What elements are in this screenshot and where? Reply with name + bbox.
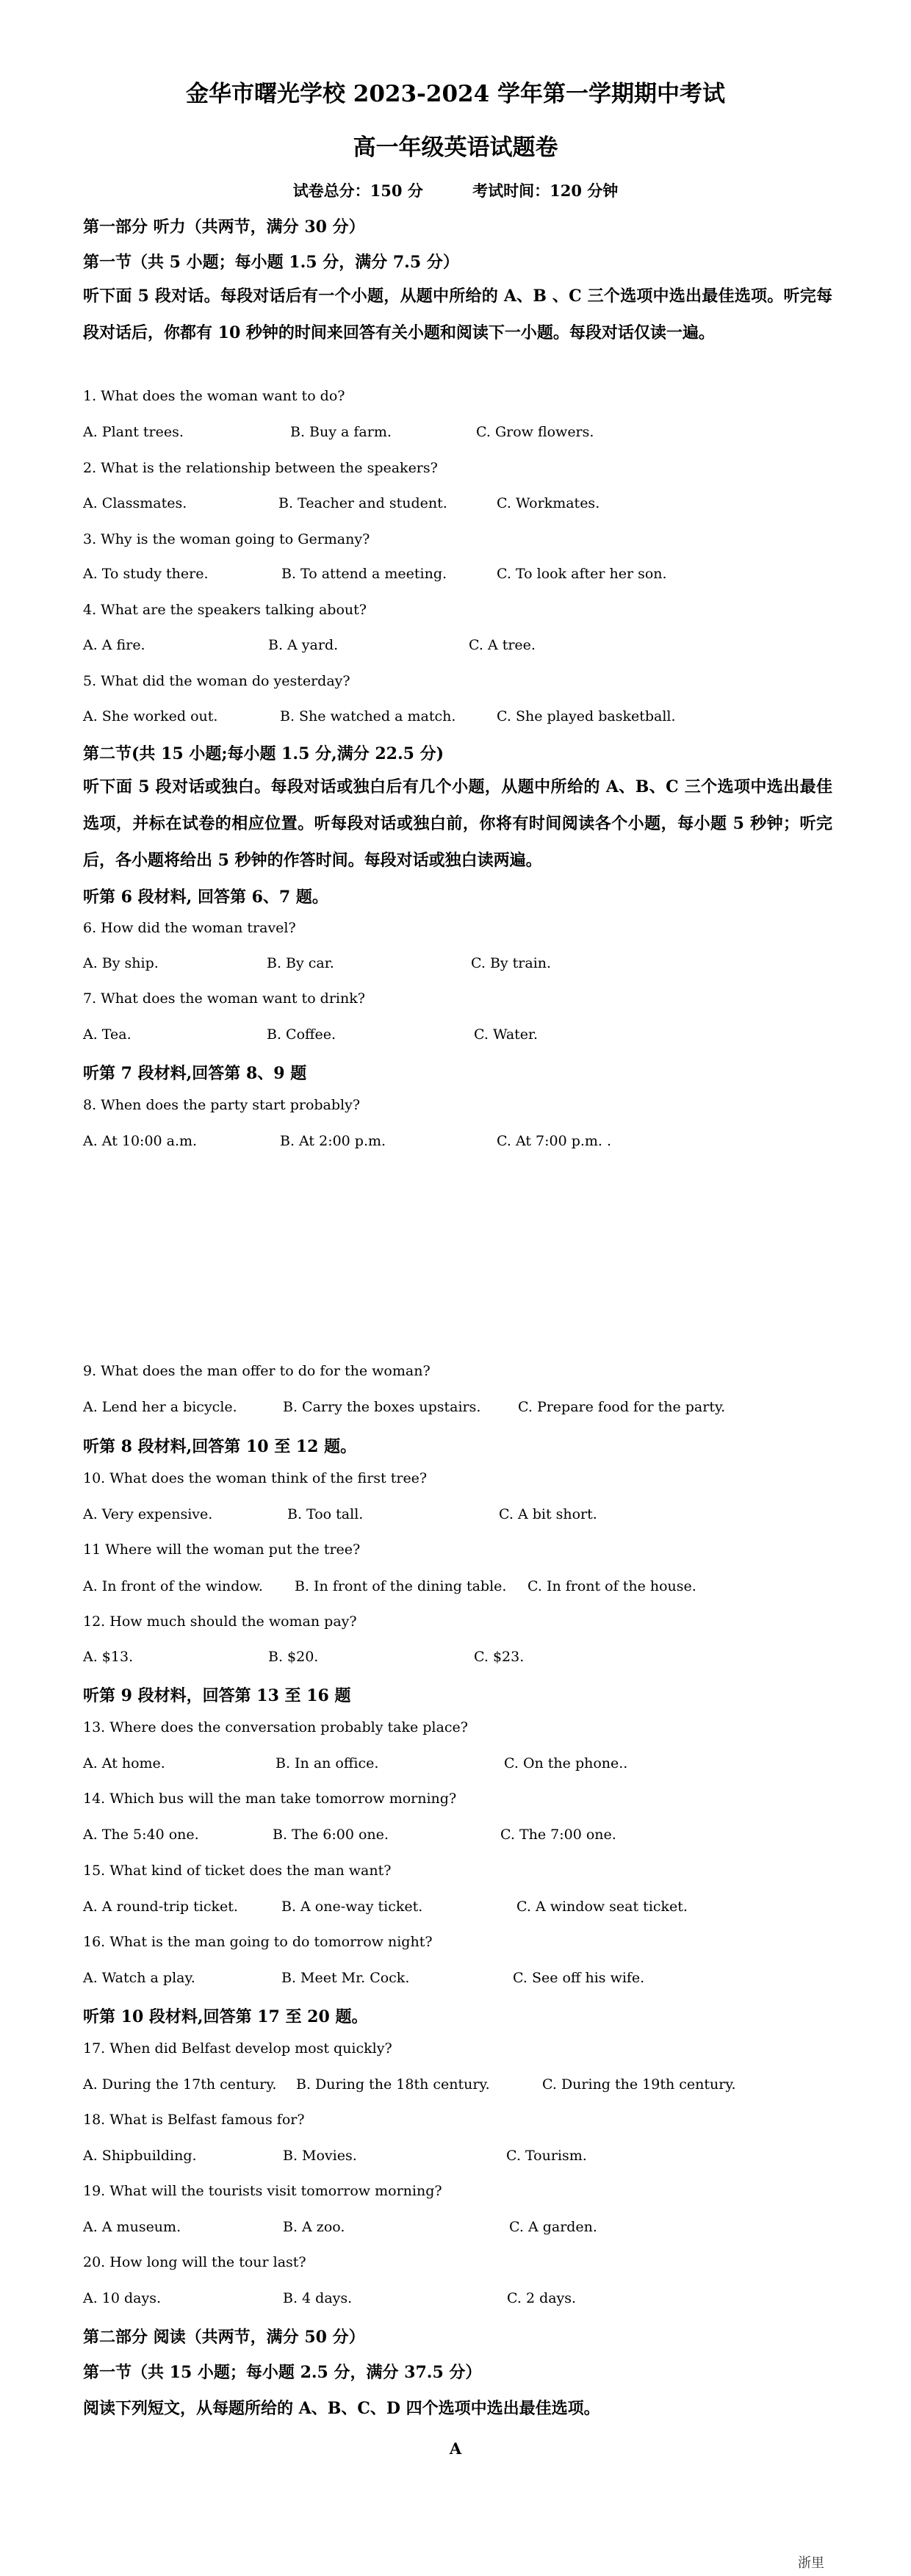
question-7: 7. What does the woman want to drink? [83, 990, 365, 1007]
option-a: A. Shipbuilding. [83, 2148, 197, 2164]
option-a: A. $13. [83, 1649, 134, 1665]
exam-title: 金华市曙光学校 2023-2024 学年第一学期期中考试 [185, 81, 725, 107]
option-a: A. By ship. [83, 955, 159, 971]
watermark: 浙里 [798, 2555, 824, 2571]
question-16: 16. What is the man going to do tomorrow night? [83, 1934, 433, 1950]
question-20: 20. How long will the tour last? [83, 2254, 306, 2270]
option-b: B. Too tall. [287, 1506, 364, 1522]
option-c: C. A garden. [509, 2219, 597, 2235]
option-a: A. During the 17th century. [83, 2076, 277, 2093]
option-c: C. At 7:00 p.m. . [497, 1133, 612, 1149]
option-a: A. She worked out. [83, 708, 218, 724]
option-c: C. See off his wife. [513, 1970, 645, 1986]
option-c: C. The 7:00 one. [500, 1827, 616, 1843]
option-c: C. In front of the house. [527, 1578, 696, 1594]
exam-meta [0, 179, 911, 201]
option-b: B. A zoo. [283, 2219, 345, 2235]
option-a: A. Tea. [83, 1026, 132, 1043]
option-c: C. A tree. [469, 637, 536, 653]
question-8: 8. When does the party start probably? [83, 1097, 361, 1113]
option-b: B. Buy a farm. [290, 424, 392, 440]
option-b: B. Meet Mr. Cock. [281, 1970, 410, 1986]
question-9: 9. What does the man offer to do for the woman? [83, 1363, 431, 1379]
option-a: A. At home. [83, 1755, 165, 1771]
total-score: 试卷总分：150 分 [292, 181, 423, 200]
option-c: C. A window seat ticket. [516, 1899, 688, 1915]
part1-section1-heading: 第一节（共 5 小题；每小题 1.5 分，满分 7.5 分） [83, 253, 459, 272]
part2-instruction: 阅读下列短文，从每题所给的 A、B、C、D 四个选项中选出最佳选项。 [83, 2399, 600, 2418]
option-a: A. At 10:00 a.m. [83, 1133, 198, 1149]
option-c: C. Tourism. [506, 2148, 587, 2164]
question-18: 18. What is Belfast famous for? [83, 2112, 305, 2128]
option-b: B. To attend a meeting. [281, 566, 447, 582]
option-a: A. A fire. [83, 637, 145, 653]
question-15: 15. What kind of ticket does the man want? [83, 1863, 392, 1879]
option-b: B. Teacher and student. [278, 495, 447, 511]
part1-heading: 第一部分 听力（共两节，满分 30 分） [83, 217, 365, 237]
option-b: B. In an office. [276, 1755, 379, 1771]
question-11: 11 Where will the woman put the tree? [83, 1541, 361, 1558]
question-6: 6. How did the woman travel? [83, 920, 296, 936]
option-a: A. Very expensive. [83, 1506, 213, 1522]
option-a: A. 10 days. [83, 2290, 162, 2306]
material-10-heading: 听第 10 段材料,回答第 17 至 20 题。 [83, 2007, 368, 2026]
question-12: 12. How much should the woman pay? [83, 1613, 357, 1630]
material-8-heading: 听第 8 段材料,回答第 10 至 12 题。 [83, 1437, 357, 1456]
option-b: B. 4 days. [283, 2290, 353, 2306]
option-c: C. By train. [471, 955, 552, 971]
option-b: B. $20. [268, 1649, 319, 1665]
option-c: C. Grow flowers. [476, 424, 594, 440]
option-b: B. At 2:00 p.m. [280, 1133, 386, 1149]
option-c: C. Water. [474, 1026, 539, 1043]
option-b: B. By car. [267, 955, 334, 971]
option-b: B. In front of the dining table. [295, 1578, 507, 1594]
exam-subtitle: 高一年级英语试题卷 [353, 134, 558, 161]
option-c: C. Prepare food for the party. [518, 1399, 726, 1415]
part1-section2-instruction: 听下面 5 段对话或独白。每段对话或独白后有几个小题，从题中所给的 A、B、C 三个选项中选出最佳选项，并标在试卷的相应位置。听每段对话或独白前，你将有时间阅读各个小题，每小题 5 秒钟；听完后，各小题将给出 5 秒钟的作答时间。每段对话或独白读两遍。 [83, 777, 832, 870]
option-b: B. A one-way ticket. [281, 1899, 423, 1915]
question-2: 2. What is the relationship between the speakers? [83, 460, 438, 476]
option-b: B. During the 18th century. [296, 2076, 490, 2093]
option-c: C. Workmates. [497, 495, 600, 511]
question-17: 17. When did Belfast develop most quickly? [83, 2040, 392, 2057]
part1-section2-heading: 第二节(共 15 小题;每小题 1.5 分,满分 22.5 分) [83, 744, 444, 763]
option-c: C. A bit short. [499, 1506, 597, 1522]
option-b: B. Movies. [283, 2148, 357, 2164]
option-b: B. Coffee. [267, 1026, 336, 1043]
option-b: B. Carry the boxes upstairs. [283, 1399, 481, 1415]
option-b: B. A yard. [268, 637, 339, 653]
option-a: A. To study there. [83, 566, 209, 582]
question-10: 10. What does the woman think of the first tree? [83, 1470, 428, 1486]
question-5: 5. What did the woman do yesterday? [83, 673, 350, 689]
part2-heading: 第二部分 阅读（共两节，满分 50 分） [83, 2328, 365, 2347]
option-a: A. Classmates. [83, 495, 187, 511]
option-a: A. In front of the window. [83, 1578, 263, 1594]
exam-time: 考试时间：120 分钟 [472, 181, 619, 200]
question-14: 14. Which bus will the man take tomorrow morning? [83, 1791, 457, 1807]
option-a: A. A round-trip ticket. [83, 1899, 238, 1915]
option-a: A. The 5:40 one. [83, 1827, 199, 1843]
option-a: A. Lend her a bicycle. [83, 1399, 237, 1415]
option-c: C. $23. [474, 1649, 525, 1665]
option-c: C. 2 days. [507, 2290, 577, 2306]
part1-section1-instruction: 听下面 5 段对话。每段对话后有一个小题，从题中所给的 A、B 、C 三个选项中选出最佳选项。听完每段对话后，你都有 10 秒钟的时间来回答有关小题和阅读下一小题。每段对话仅读一遍。 [83, 287, 832, 342]
option-b: B. She watched a match. [280, 708, 456, 724]
material-9-heading: 听第 9 段材料，回答第 13 至 16 题 [83, 1686, 351, 1705]
question-13: 13. Where does the conversation probably take place? [83, 1719, 468, 1735]
question-1: 1. What does the woman want to do? [83, 388, 345, 404]
material-6-heading: 听第 6 段材料, 回答第 6、7 题。 [83, 888, 328, 907]
option-a: A. Plant trees. [83, 424, 184, 440]
option-a: A. Watch a play. [83, 1970, 195, 1986]
option-a: A. A museum. [83, 2219, 181, 2235]
question-19: 19. What will the tourists visit tomorrow morning? [83, 2183, 442, 2199]
question-4: 4. What are the speakers talking about? [83, 602, 367, 618]
option-b: B. The 6:00 one. [273, 1827, 389, 1843]
option-c: C. She played basketball. [497, 708, 676, 724]
option-c: C. On the phone.. [504, 1755, 628, 1771]
material-7-heading: 听第 7 段材料,回答第 8、9 题 [83, 1064, 307, 1083]
question-3: 3. Why is the woman going to Germany? [83, 531, 370, 547]
option-c: C. To look after her son. [497, 566, 667, 582]
option-c: C. During the 19th century. [542, 2076, 736, 2093]
part2-section1-heading: 第一节（共 15 小题；每小题 2.5 分，满分 37.5 分） [83, 2363, 482, 2382]
passage-label: A [449, 2439, 462, 2458]
